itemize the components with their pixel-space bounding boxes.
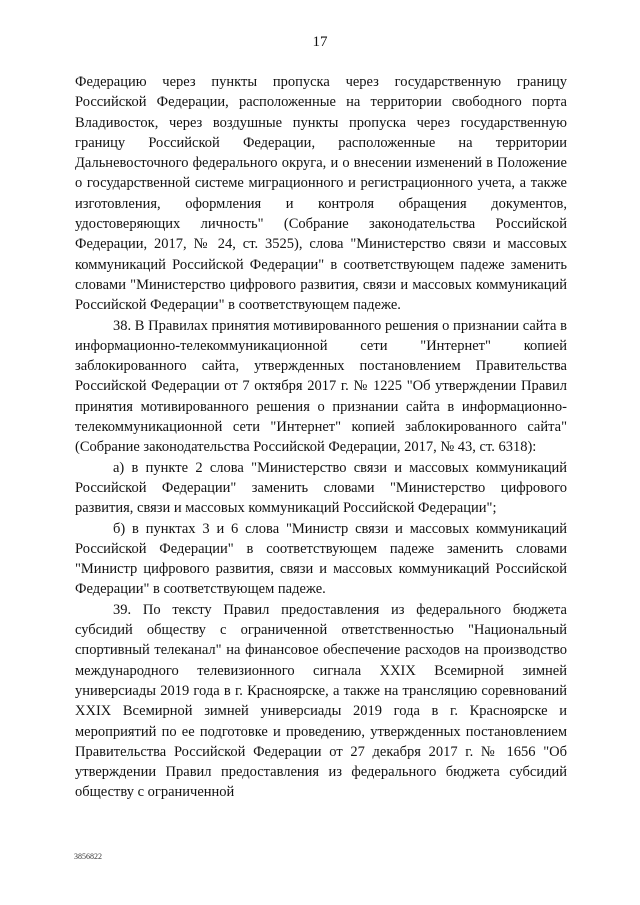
- page-number: 17: [312, 34, 328, 50]
- document-code: 3856822: [74, 852, 102, 861]
- paragraph-39: 39. По тексту Правил предоставления из федерального бюджета субсидий обществу с ограниченной ответственностью "Национальный спортивный телеканал" на финансовое обеспечение расходов на производство международного телевизионного сигнала XXIX Всемирной зимней универсиады 2019 года в г. Красноярске, а также на трансляцию соревнований XXIX Всемирной зимней универсиады 2019 года в г. Красноярске и мероприятий по ее подготовке и проведению, утвержденных постановлением Правительства Российской Федерации от 27 декабря 2017 г. № 1656 "Об утверждении Правил предоставления из федерального бюджета субсидий обществу с ограниченной: [75, 601, 567, 801]
- paragraph-continuation: Федерацию через пункты пропуска через государственную границу Российской Федерации, расположенные на территории свободного порта Владивосток, через воздушные пункты пропуска через государственную границу Российской Федерации, расположенные на территории Дальневосточного федерального округа, и о внесении изменений в Положение о государственной системе миграционного и регистрационного учета, а также изготовления, оформления и контроля обращения документов, удостоверяющих личность" (Собрание законодательства Российской Федерации, 2017, № 24, ст. 3525), слова "Министерство связи и массовых коммуникаций Российской Федерации" в соответствующем падеже заменить словами "Министерство цифрового развития, связи и массовых коммуникаций Российской Федерации" в соответствующем падеже.: [75, 74, 567, 314]
- paragraph-38: 38. В Правилах принятия мотивированного решения о признании сайта в информационно-телекоммуникационной сети "Интернет" копией заблокированного сайта, утвержденных постановлением Правительства Российской Федерации от 7 октября 2017 г. № 1225 "Об утверждении Правил принятия мотивированного решения о признании сайта в информационно-телекоммуникационной сети "Интернет" копией заблокированного сайта" (Собрание законодательства Российской Федерации, 2017, № 43, ст. 6318):: [75, 317, 567, 456]
- paragraph-38-a: а) в пункте 2 слова "Министерство связи и массовых коммуникаций Российской Федерации" заменить словами "Министерство цифрового развития, связи и массовых коммуникаций Российской Федерации";: [75, 459, 567, 517]
- paragraph-38-b: б) в пунктах 3 и 6 слова "Министр связи и массовых коммуникаций Российской Федерации" в соответствующем падеже заменить словами "Министр цифрового развития, связи и массовых коммуникаций Российской Федерации" в соответствующем падеже.: [75, 520, 567, 598]
- document-body: [75, 72, 567, 803]
